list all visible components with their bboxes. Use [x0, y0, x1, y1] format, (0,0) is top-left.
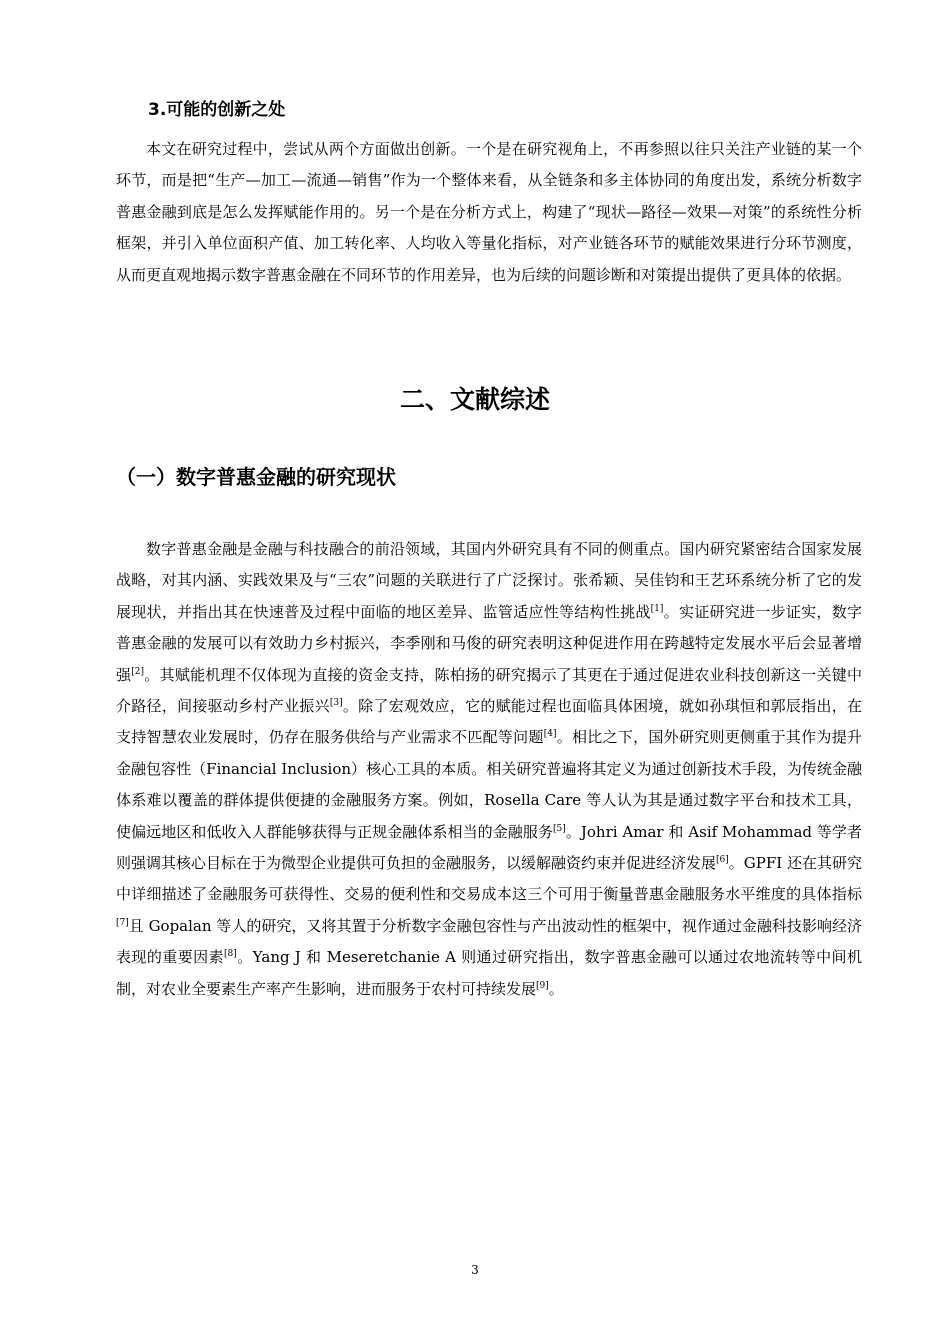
citation-ref: [2]: [131, 666, 145, 677]
review-text: 数字普惠金融是金融与科技融合的前沿领域，其国内外研究具有不同的侧重点。国内研究紧密结合国家发展战略，对其内涵、实践效果及与“三农”问题的关联进行了广泛探讨。张希颖、吴佳钧和王艺环系统分析了它的发展现状，并指出其在快速普及过程中面临的地区差异、监管适应性等结构性挑战: [116, 540, 862, 621]
review-text: 。相比之下，国外研究则更侧重于其作为提升金融包容性（Financial Inclusion）核心工具的本质。相关研究普遍将其定义为通过创新技术手段，为传统金融体系难以覆盖的群体提供便捷的金融服务方案。例如，Rosella Care 等人认为其是通过数字平台和技术工具，使偏远地区和低收入人群能够获得与正规金融体系相当的金融服务: [116, 728, 862, 841]
review-text: 。实证研究进一步证实，数字普惠金融的发展可以有效助力乡村振兴，李季刚和马俊的研究表明这种促进作用在跨越特定发展水平后会显著增强: [116, 602, 862, 684]
citation-ref: [3]: [329, 698, 343, 709]
citation-ref: [8]: [224, 949, 237, 960]
review-text: 。Yang J 和 Meseretchanie A 则通过研究指出，数字普惠金融可以通过农地流转等中间机制，对农业全要素生产率产生影响，进而服务于农村可持续发展: [116, 948, 862, 998]
chapter-title: 二、文献综述: [399, 385, 550, 414]
page-number: 3: [471, 1263, 479, 1277]
review-text: 。Johri Amar 和 Asif Mohammad 等学者 则强调其核心目标在于为微型企业提供可负担的金融服务，以缓解融资约束并促进经济发展: [116, 822, 862, 873]
citation-ref: [6]: [716, 855, 729, 866]
citation-ref: [4]: [543, 729, 557, 740]
section-heading: 3.可能的创新之处: [148, 100, 286, 120]
citation-ref: [1]: [650, 603, 664, 614]
review-text: 。除了宏观效应，它的赋能过程也面临具体困境，就如孙琪恒和郭辰指出，在支持智慧农业发展时，仍存在服务供给与产业需求不匹配等问题: [116, 697, 862, 747]
review-text: 。GPFI 还在其研究中详细描述了金融服务可获得性、交易的便利性和交易成本这三个可用于衡量普惠金融服务水平维度的具体指标: [116, 854, 862, 904]
innovation-paragraph: 本文在研究过程中，尝试从两个方面做出创新。一个是在研究视角上，不再参照以往只关注产业链的某一个环节，而是把“生产—加工—流通—销售”作为一个整体来看，从全链条和多主体协同的角度出发，系统分析数字普惠金融到底是怎么发挥赋能作用的。另一个是在分析方式上，构建了“现状—路径—效果—对策”的系统性分析框架，并引入单位面积产值、加工转化率、人均收入等量化指标，对产业链各环节的赋能效果进行分环节测度，从而更直观地揭示数字普惠金融在不同环节的作用差异，也为后续的问题诊断和对策提出提供了更具体的依据。: [116, 140, 862, 284]
literature-review-paragraph: [116, 534, 862, 1005]
citation-ref: [7]: [116, 917, 129, 928]
review-text: 。其赋能机理不仅体现为直接的资金支持，陈柏扬的研究揭示了其更在于通过促进农业科技创新这一关键中介路径，间接驱动乡村产业振兴: [116, 665, 862, 716]
review-text: 且 Gopalan 等人的研究，又将其置于分析数字金融包容性与产出波动性的框架中，视作通过金融科技影响经济表现的重要因素: [116, 916, 862, 967]
citation-ref: [5]: [553, 823, 566, 834]
citation-ref: [9]: [536, 980, 549, 991]
subsection-title: （一）数字普惠金融的研究现状: [116, 465, 396, 489]
review-text: 。: [548, 979, 564, 998]
